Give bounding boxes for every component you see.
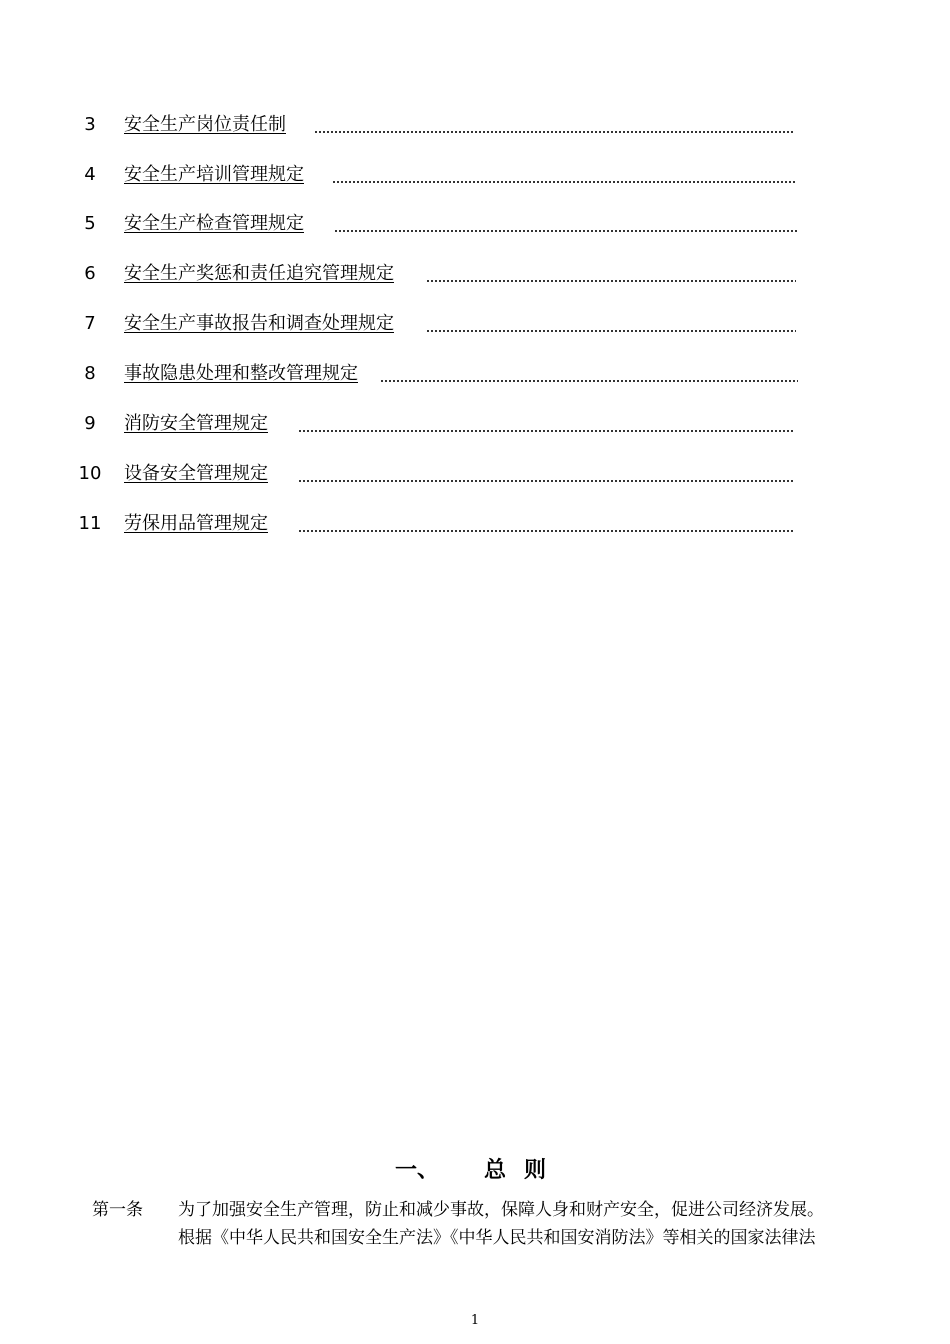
toc-entry-link[interactable]: 劳保用品管理规定 — [124, 513, 268, 534]
toc-entry-link[interactable]: 安全生产检查管理规定 — [124, 213, 304, 234]
article-line: 为了加强安全生产管理，防止和减少事故，保障人身和财产安全，促进公司经济发展。 — [178, 1200, 824, 1220]
toc-entry-link[interactable]: 安全生产培训管理规定 — [124, 164, 304, 185]
article-label: 第一条 — [92, 1200, 143, 1220]
toc-entry[interactable] — [0, 410, 950, 438]
toc-entry-number: 9 — [84, 413, 96, 434]
toc-entry-number: 6 — [84, 263, 96, 284]
toc-entry[interactable] — [0, 510, 950, 538]
toc-entry[interactable] — [0, 210, 950, 238]
article-line: 根据《中华人民共和国安全生产法》《中华人民共和国安消防法》等相关的国家法律法 — [178, 1228, 816, 1248]
toc-entry-link[interactable]: 安全生产奖惩和责任追究管理规定 — [124, 263, 394, 284]
toc-dot-leader — [298, 530, 794, 532]
toc-entry[interactable] — [0, 161, 950, 189]
toc-entry-number: 11 — [78, 513, 102, 534]
toc-entry-number: 7 — [84, 313, 96, 334]
toc-entry-number: 3 — [84, 114, 96, 135]
toc-dot-leader — [332, 181, 796, 183]
toc-entry-number: 8 — [84, 363, 96, 384]
page-number: 1 — [470, 1313, 480, 1328]
toc-dot-leader — [314, 131, 794, 133]
section-number: 一、 — [394, 1158, 439, 1183]
toc-entry-number: 4 — [84, 164, 96, 185]
toc-dot-leader — [298, 480, 794, 482]
section-title-char: 则 — [524, 1158, 547, 1183]
toc-entry[interactable] — [0, 111, 950, 139]
toc-entry-number: 5 — [84, 213, 96, 234]
toc-dot-leader — [334, 230, 798, 232]
toc-entry-link[interactable]: 设备安全管理规定 — [124, 463, 268, 484]
toc-entry-link[interactable]: 消防安全管理规定 — [124, 413, 268, 434]
toc-dot-leader — [426, 280, 796, 282]
toc-entry-link[interactable]: 安全生产岗位责任制 — [124, 114, 286, 135]
toc-entry[interactable] — [0, 310, 950, 338]
toc-entry[interactable] — [0, 360, 950, 388]
article-body — [178, 1196, 868, 1252]
toc-entry[interactable] — [0, 460, 950, 488]
section-heading — [0, 1155, 950, 1187]
toc-dot-leader — [380, 380, 798, 382]
toc-entry-number: 10 — [78, 463, 102, 484]
section-title-char: 总 — [483, 1158, 506, 1183]
toc-entry[interactable] — [0, 260, 950, 288]
toc-entry-link[interactable]: 安全生产事故报告和调查处理规定 — [124, 313, 394, 334]
toc-entry-link[interactable]: 事故隐患处理和整改管理规定 — [124, 363, 358, 384]
toc-dot-leader — [426, 330, 796, 332]
toc-dot-leader — [298, 430, 794, 432]
